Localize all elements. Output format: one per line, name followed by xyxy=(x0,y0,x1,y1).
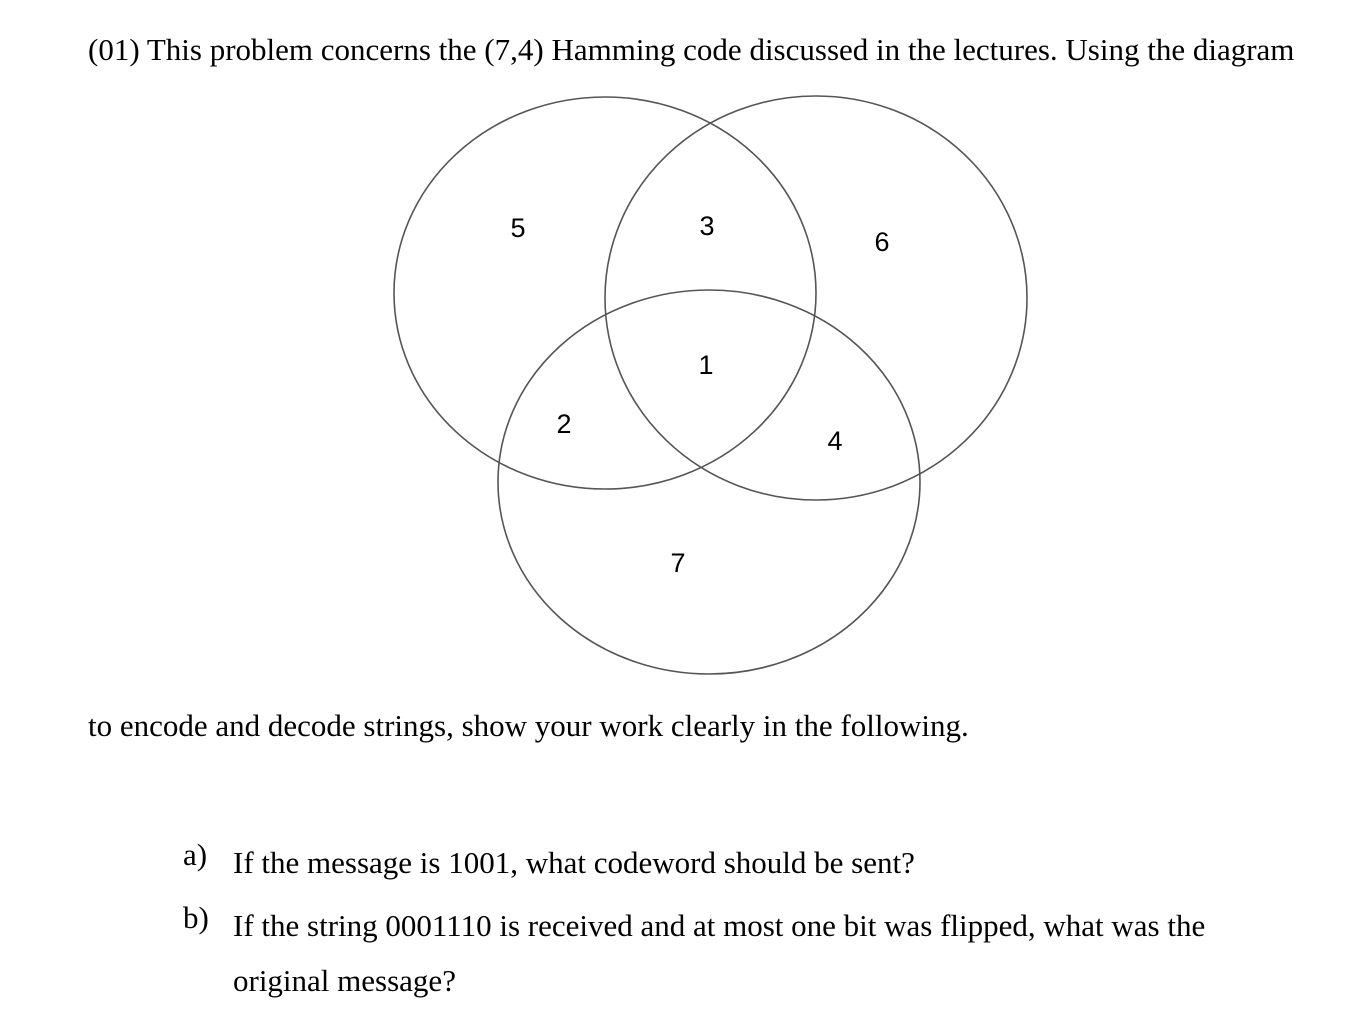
question-text: If the string 0001110 is received and at most one bit was flipped, what was the original message? xyxy=(233,908,1206,998)
question-marker: b) xyxy=(183,900,209,935)
question-text: If the message is 1001, what codeword should be sent? xyxy=(233,845,915,880)
region-5: 5 xyxy=(510,213,526,243)
region-4: 4 xyxy=(827,426,843,456)
question-b xyxy=(183,898,1243,1008)
question-list xyxy=(183,837,1243,1023)
region-3: 3 xyxy=(699,211,715,241)
problem-continuation: to encode and decode strings, show your work clearly in the following. xyxy=(88,708,969,743)
region-1: 1 xyxy=(698,350,714,380)
region-7: 7 xyxy=(670,548,686,578)
question-a xyxy=(183,835,1243,890)
question-marker: a) xyxy=(183,837,208,872)
circle-bottom xyxy=(498,290,920,674)
problem-intro: (01) This problem concerns the (7,4) Hamming code discussed in the lectures. Using the diagram xyxy=(88,32,1295,67)
region-2: 2 xyxy=(556,409,572,439)
region-6: 6 xyxy=(874,227,890,257)
